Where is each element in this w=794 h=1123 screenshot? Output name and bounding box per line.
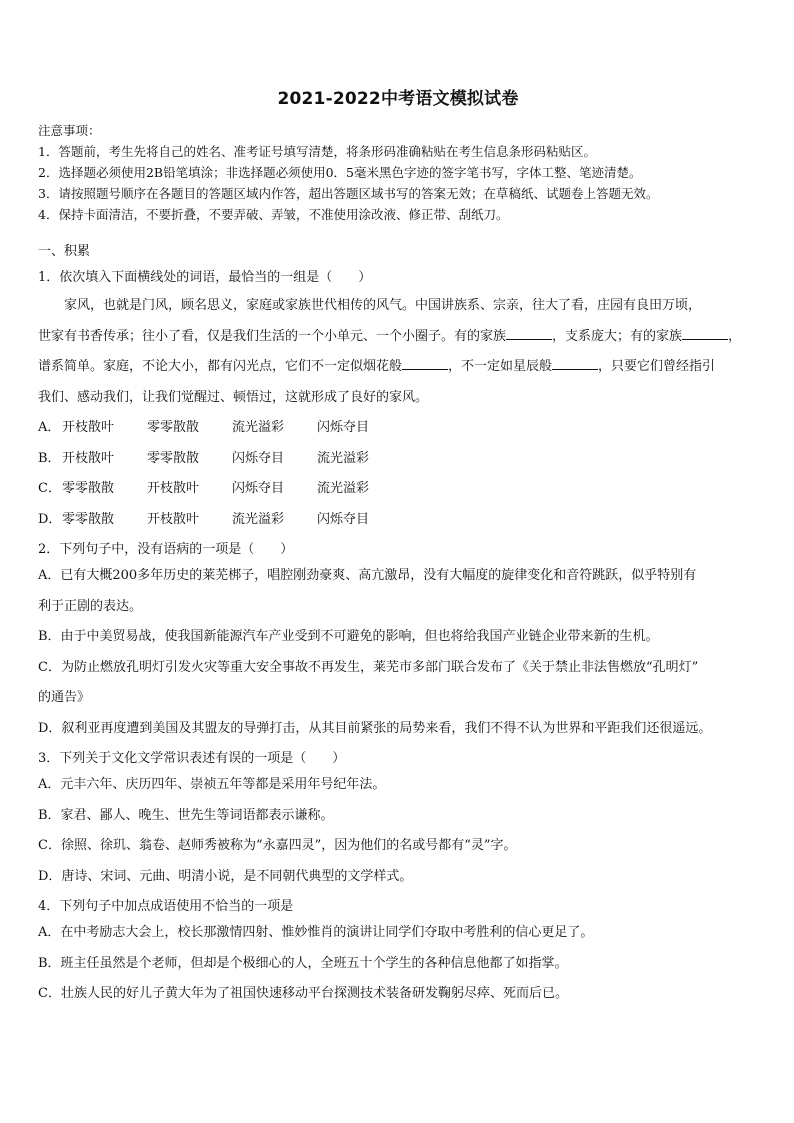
question-3	[38, 748, 758, 892]
option-word: 零零散散	[147, 450, 200, 466]
question-1-stem: 1．依次填入下面横线处的词语，最恰当的一组是（ ）	[38, 270, 372, 285]
option-word: 闪烁夺目	[232, 481, 285, 496]
passage-line-1: 家风，也就是门风，顾名思义，家庭或家族世代相传的风气。中国讲族系、宗亲，往大了看，庄园有良田万顷，	[64, 298, 702, 313]
option-word: 开枝散叶	[147, 511, 200, 527]
notice-heading: 注意事项：	[38, 123, 101, 138]
question-3-option-b[interactable]: B．家君、鄙人、晚生、世先生等词语都表示谦称。	[38, 807, 334, 823]
question-4-option-c[interactable]: C．壮族人民的好儿子黄大年为了祖国快速移动平台探测技术装备研发鞠躬尽瘁、死而后已。	[38, 986, 568, 1001]
question-2-option-c[interactable]	[38, 653, 758, 714]
option-label: C．	[38, 481, 61, 496]
question-4-stem: 4．下列句子中加点成语使用不恰当的一项是	[38, 899, 294, 914]
passage-line-4: 我们、感动我们，让我们觉醒过、顿悟过，这就形成了良好的家风。	[38, 389, 429, 405]
notice-item-4: 4．保持卡面清洁，不要折叠，不要弄破、弄皱，不准使用涂改液、修正带、刮纸刀。	[38, 207, 509, 222]
passage-text: 世家有书香传承；往小了看，仅是我们生活的一个小单元、一个小圈子。有的家族	[38, 328, 507, 344]
option-word: 零零散散	[147, 420, 200, 435]
passage-line-3	[38, 352, 758, 383]
question-4	[38, 896, 758, 1010]
question-3-option-a[interactable]: A．元丰六年、庆历四年、崇祯五年等都是采用年号纪年法。	[38, 777, 386, 792]
passage-line-2	[38, 322, 758, 353]
question-1-option-b[interactable]	[38, 444, 758, 475]
exam-title: 2021-2022中考语文模拟试卷	[277, 89, 519, 109]
option-text: C．为防止燃放孔明灯引发火灾等重大安全事故不再发生，莱芜市多部门联合发布了《关于禁止非法售燃放“孔明灯”	[38, 659, 699, 675]
option-label: A．	[38, 420, 61, 435]
question-3-option-d[interactable]: D．唐诗、宋词、元曲、明清小说，是不同朝代典型的文学样式。	[38, 868, 413, 884]
option-word: 流光溢彩	[317, 450, 370, 466]
question-1-passage	[38, 291, 758, 413]
question-2-option-d[interactable]: D．叙利亚再度遭到美国及其盟友的导弹打击，从其目前紧张的局势来看，我们不得不认为世界和平距我们还很遥远。	[38, 720, 712, 736]
passage-text: ，支系庞大；有的家族	[552, 328, 683, 344]
section-heading-accumulation: 一、积累	[38, 244, 91, 259]
option-word: 开枝散叶	[147, 481, 200, 496]
question-1-option-c[interactable]	[38, 474, 758, 505]
option-word: 闪烁夺目	[232, 450, 285, 466]
option-label: B．	[38, 450, 61, 466]
option-word: 开枝散叶	[62, 420, 115, 435]
fill-blank-4[interactable]	[552, 357, 598, 370]
question-3-option-c[interactable]: C．徐照、徐玑、翁卷、赵师秀被称为“永嘉四灵”，因为他们的名或号都有“灵”字。	[38, 838, 517, 853]
question-1-option-a[interactable]	[38, 413, 758, 444]
option-word: 流光溢彩	[317, 481, 370, 496]
option-word: 闪烁夺目	[317, 420, 370, 435]
fill-blank-3[interactable]	[402, 357, 448, 370]
passage-text: ，不一定如星辰般	[448, 359, 553, 374]
question-4-option-a[interactable]: A．在中考励志大会上，校长那激情四射、惟妙惟肖的演讲让同学们夺取中考胜利的信心更足了。	[38, 925, 594, 940]
fill-blank-1[interactable]	[506, 327, 552, 340]
option-word: 零零散散	[62, 511, 115, 527]
option-word: 流光溢彩	[232, 511, 285, 527]
option-word: 零零散散	[62, 481, 115, 496]
option-word: 流光溢彩	[232, 420, 285, 435]
option-text: 利于正剧的表达。	[38, 598, 143, 614]
passage-text: ，	[728, 328, 742, 344]
passage-text: 谱系简单。家庭，不论大小，都有闪光点，它们不一定似烟花般	[38, 359, 403, 374]
passage-text: ，只要它们曾经指引	[598, 359, 716, 374]
notice-block	[38, 120, 758, 225]
fill-blank-2[interactable]	[682, 327, 728, 340]
notice-item-3: 3．请按照题号顺序在各题目的答题区域内作答，超出答题区域书写的答案无效；在草稿纸、试题卷上答题无效。	[38, 186, 659, 201]
question-1	[38, 267, 758, 535]
option-word: 闪烁夺目	[317, 511, 370, 527]
notice-item-2: 2．选择题必须使用2B铅笔填涂；非选择题必须使用0．5毫米黑色字迹的签字笔书写，字体工整、笔迹清楚。	[38, 165, 642, 180]
notice-item-1: 1．答题前，考生先将自己的姓名、准考证号填写清楚，将条形码准确粘贴在考生信息条形码粘贴区。	[38, 144, 596, 159]
option-label: D．	[38, 511, 62, 527]
question-4-option-b[interactable]: B．班主任虽然是个老师，但却是个极细心的人，全班五十个学生的各种信息他都了如指掌。	[38, 955, 568, 971]
option-text: A．已有大概200多年历史的莱芜梆子，唱腔刚劲豪爽、高亢激昂，没有大幅度的旋律变化和音符跳跃，似乎特别有	[38, 568, 697, 583]
question-2	[38, 539, 758, 744]
question-2-option-a[interactable]	[38, 561, 758, 622]
question-1-option-d[interactable]	[38, 505, 758, 536]
question-3-stem: 3．下列关于文化文学常识表述有误的一项是（ ）	[38, 751, 346, 766]
option-word: 开枝散叶	[62, 450, 115, 466]
question-2-option-b[interactable]: B．由于中美贸易战，使我国新能源汽车产业受到不可避免的影响，但也将给我国产业链企业带来新的生机。	[38, 629, 659, 644]
exam-page	[38, 88, 758, 1010]
option-text: 的通告》	[38, 690, 91, 705]
question-2-stem: 2．下列句子中，没有语病的一项是（ ）	[38, 542, 294, 557]
